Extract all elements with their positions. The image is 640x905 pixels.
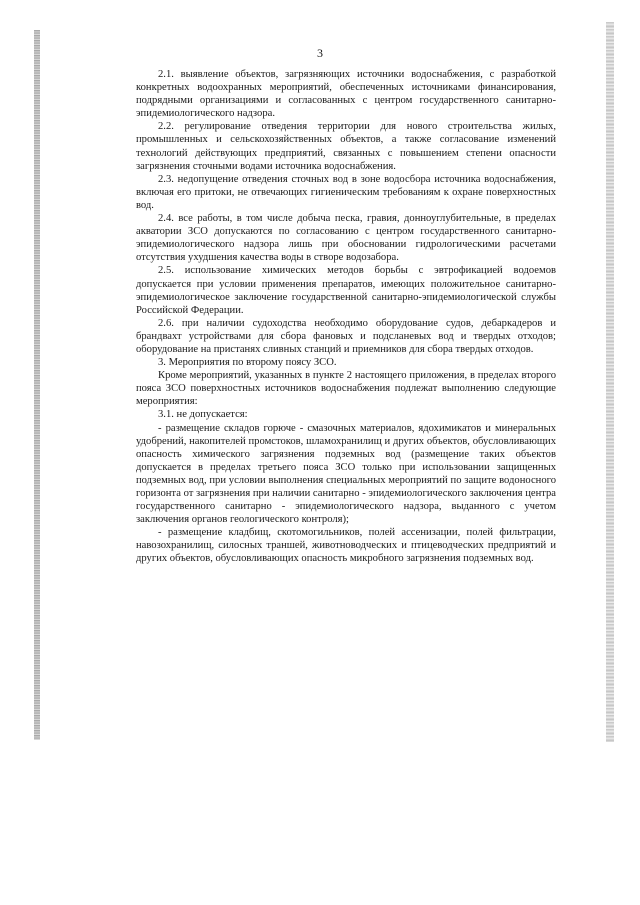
paragraph-2-3: 2.3. недопущение отведения сточных вод в зоне водосбора источника водоснабжения, включая его притоки, не отвечающих гигиеническим требованиям к охране поверхностных вод.: [136, 173, 556, 211]
paragraph-2-5: 2.5. использование химических методов борьбы с эвтрофикацией водоемов допускается при условии применения препаратов, имеющих положительное санитарно-эпидемиологическое заключение государственной санитарно-эпидемиологической службы Российской Федерации.: [136, 265, 556, 316]
paragraph-3-1: 3.1. не допускается:: [158, 409, 248, 421]
section-3-heading: 3. Мероприятия по второму поясу ЗСО.: [158, 357, 337, 369]
list-item-chemical: - размещение складов горюче - смазочных материалов, ядохимикатов и минеральных удобрений, накопителей промстоков, шламохранилищ и других объектов, обусловливающих опасность химического загрязнения подземных вод (размещение таких объектов допускается в пределах третьего пояса ЗСО только при использовании защищенных подземных вод, при условии выполнения специальных мероприятий по защите водоносного горизонта от загрязнения при наличии санитарно - эпидемиологического заключения центра государственного санитарно - эпидемиологического надзора, выданного с учетом заключения органов геологического контроля);: [136, 422, 556, 526]
section-3-intro: Кроме мероприятий, указанных в пункте 2 настоящего приложения, в пределах второго пояса ЗСО поверхностных источников водоснабжения подлежат выполнению следующие мероприятия:: [136, 370, 556, 408]
list-item-microbial: - размещение кладбищ, скотомогильников, полей ассенизации, полей фильтрации, навозохранилищ, силосных траншей, животноводческих и птицеводческих предприятий и других объектов, обусловливающих опасность микробного загрязнения подземных вод.: [136, 527, 556, 565]
paragraph-2-2: 2.2. регулирование отведения территории для нового строительства жилых, промышленных и сельскохозяйственных объектов, а также согласование изменений технологий действующих предприятий, связанных с повышением степени опасности загрязнения сточными водами источника водоснабжения.: [136, 121, 556, 172]
paragraph-2-4: 2.4. все работы, в том числе добыча песка, гравия, донноуглубительные, в пределах акватории ЗСО допускаются по согласованию с центром государственного санитарно-эпидемиологического надзора лишь при обосновании гидрологическими расчетами отсутствия ухудшения качества воды в створе водозабора.: [136, 213, 556, 264]
scan-edge-left: [34, 30, 40, 740]
page-number: 3: [317, 46, 323, 60]
scan-edge-right: [606, 22, 614, 742]
paragraph-2-1: 2.1. выявление объектов, загрязняющих источники водоснабжения, с разработкой конкретных водоохранных мероприятий, обеспеченных источниками финансирования, подрядными организациями и согласованных с центром государственного санитарно-эпидемиологического надзора.: [136, 69, 556, 120]
document-body: [136, 68, 556, 566]
paragraph-2-6: 2.6. при наличии судоходства необходимо оборудование судов, дебаркадеров и брандвахт устройствами для сбора фановых и подсланевых вод и твердых отходов; оборудование на пристанях сливных станций и приемников для сбора твердых отходов.: [136, 317, 556, 355]
